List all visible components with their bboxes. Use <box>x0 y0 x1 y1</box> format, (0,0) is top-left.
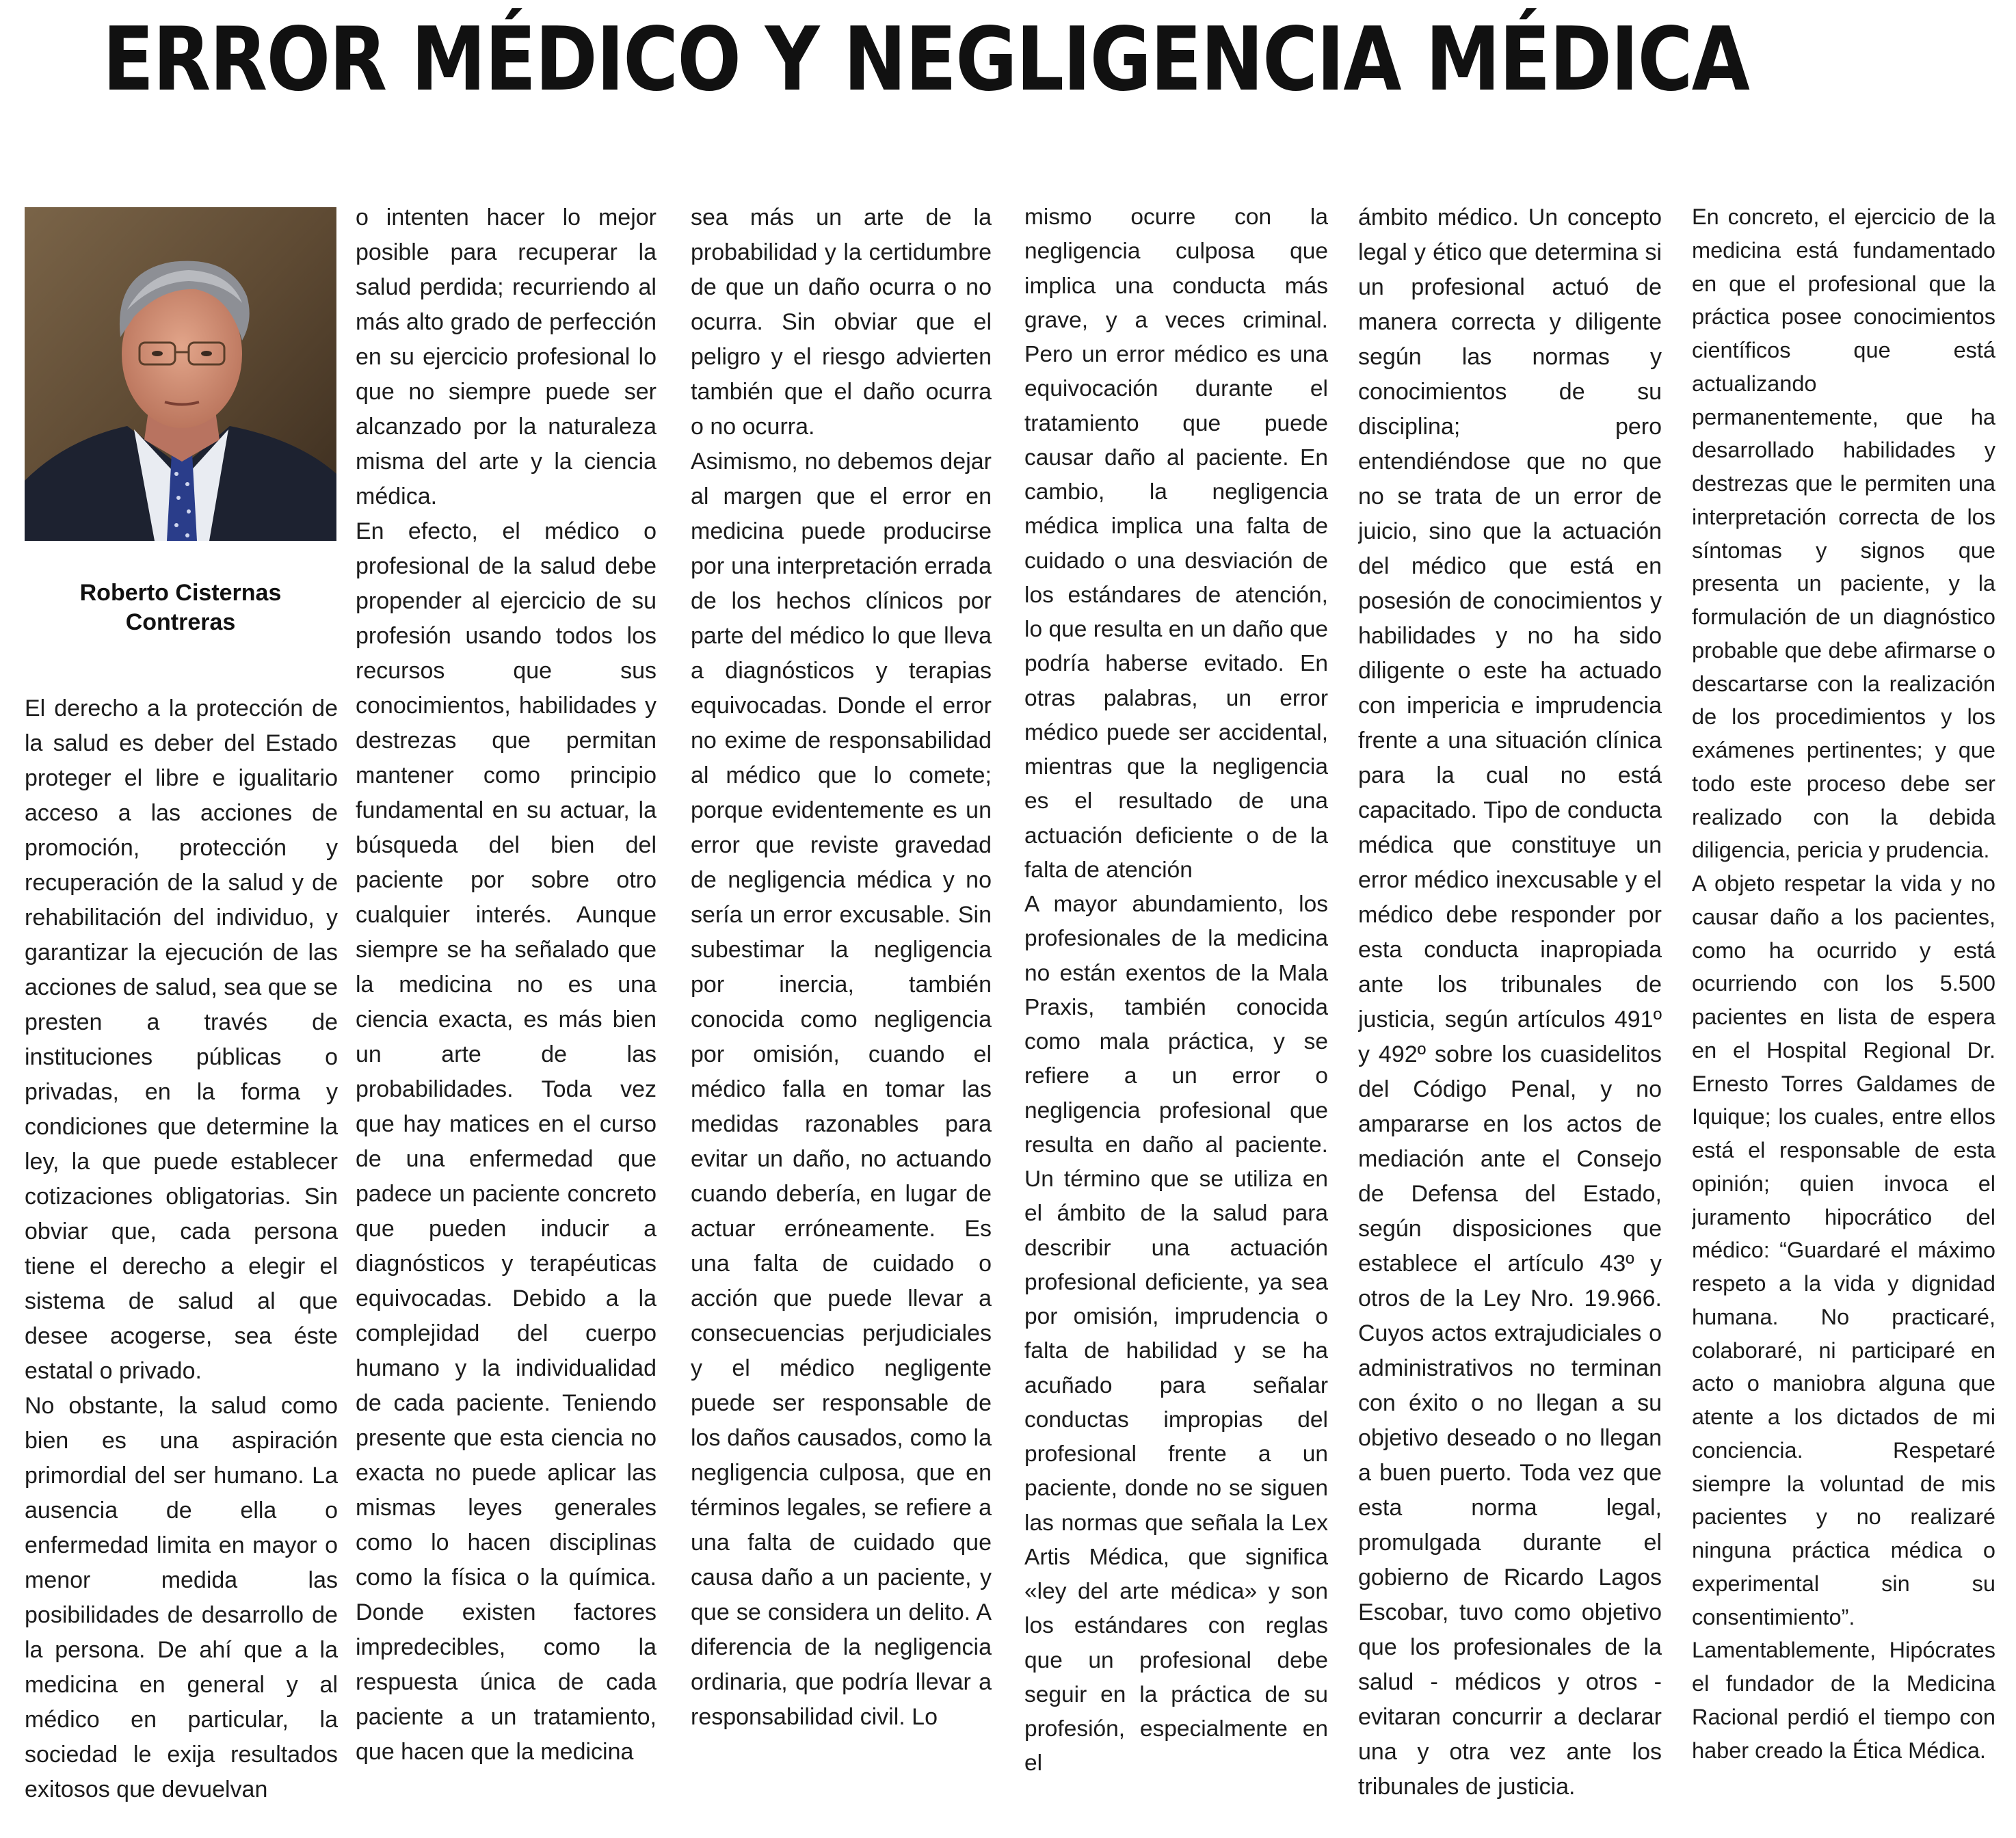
author-photo <box>25 207 336 541</box>
paragraph: sea más un arte de la probabilidad y la certidumbre de que un daño ocurra o no ocurra. Sin obviar que el peligro y el riesgo advierten también que el daño ocurra o no ocurra. <box>691 204 992 440</box>
article-column-3 <box>691 200 992 1814</box>
paragraph: o intenten hacer lo mejor posible para recuperar la salud perdida; recurriendo al más alto grado de perfección en su ejercicio profesional lo que no siempre puede ser alcanzado por la naturaleza misma del arte y la ciencia médica. <box>356 204 656 509</box>
author-name: Roberto Cisternas Contreras <box>79 580 282 635</box>
paragraph: El derecho a la protección de la salud es deber del Estado proteger el libre e igualitario acceso a las acciones de promoción, protección y recuperación de la salud y de rehabilitación del individuo, y garantizar la ejecución de las acciones de salud, sea que se presten a través de instituciones públicas o privadas, en la forma y condiciones que determine la ley, la que puede establecer cotizaciones obligatorias. Sin obviar que, cada persona tiene el derecho a elegir el sistema de salud al que desee acogerse, sea éste estatal o privado. <box>25 695 338 1384</box>
paragraph: En concreto, el ejercicio de la medicina está fundamentado en que el profesional que la práctica posee conocimientos científicos que está actualizando permanentemente, que ha desarrollado habilidades y destrezas que le permiten una interpretación correcta de los síntomas y signos que presenta un paciente, y la formulación de un diagnóstico probable que debe afirmarse o descartarse con la realización de los procedimientos y los exámenes pertinentes; y que todo este proceso debe ser realizado con la debida diligencia, pericia y prudencia. <box>1692 204 1995 863</box>
paragraph: A mayor abundamiento, los profesionales de la medicina no están exentos de la Mala Praxis, también conocida como mala práctica, y se refiere a un error o negligencia profesional que resulta en daño al paciente. Un término que se utiliza en el ámbito de la salud para describir una actuación profesional deficiente, ya sea por omisión, imprudencia o falta de habilidad y se ha acuñado para señalar conductas impropias del profesional frente a un paciente, donde no se siguen las normas que señala la Lex Artis Médica, que significa «ley del arte médica» y son los estándares con reglas que un profesional debe seguir en la práctica de su profesión, especialmente en el <box>1024 892 1328 1776</box>
portrait-photo-icon <box>25 207 336 541</box>
paragraph: ámbito médico. Un concepto legal y ético que determina si un profesional actuó de manera correcta y diligente según las normas y conocimientos de su disciplina; pero entendiéndose que no que no se trata de un error de juicio, sino que la actuación del médico que está en posesión de conocimientos y habilidades y no ha sido diligente o este ha actuado con impericia e imprudencia frente a una situación clínica para la cual no está capacitado. Tipo de conducta médica que constituye un error médico inexcusable y el médico debe responder por esta conducta inapropiada ante los tribunales de justicia, según artículos 491º y 492º sobre los cuasidelitos del Código Penal, y no ampararse en los actos de mediación ante el Consejo de Defensa del Estado, según disposiciones que establece el artículo 43º y otros de la Ley Nro. 19.966. Cuyos actos extrajudiciales o administrativos no terminan con éxito o no llegan a su objetivo deseado o no llegan a buen puerto. Toda vez que esta norma legal, promulgada durante el gobierno de Ricardo Lagos Escobar, tuvo como objetivo que los profesionales de la salud - médicos y otros - evitaran concurrir a declarar una y otra vez ante los tribunales de justicia. <box>1358 204 1662 1800</box>
article-column-6 <box>1692 200 1995 1814</box>
article-column-2 <box>356 200 656 1814</box>
article-column-4 <box>1024 200 1328 1814</box>
paragraph: En efecto, el médico o profesional de la salud debe propender al ejercicio de su profesión usando todos los recursos que sus conocimientos, habilidades y destrezas que permitan mantener como principio fundamental en su actuar, la búsqueda del bien del paciente por sobre otro cualquier interés. Aunque siempre se ha señalado que la medicina no es una ciencia exacta, es más bien un arte de las probabilidades. Toda vez que hay matices en el curso de una enfermedad que padece un paciente concreto que pueden inducir a diagnósticos y terapéuticas equivocadas. Debido a la complejidad del cuerpo humano y la individualidad de cada paciente. Teniendo presente que esta ciencia no exacta no puede aplicar las mismas leyes generales como lo hacen disciplinas como la física o la química. Donde existen factores impredecibles, como la respuesta única de cada paciente a un tratamiento, que hacen que la medicina <box>356 518 656 1765</box>
article-column-1 <box>25 691 338 1813</box>
article-headline: ERROR MÉDICO Y NEGLIGENCIA MÉDICA <box>103 9 1749 111</box>
paragraph: Asimismo, no debemos dejar al margen que el error en medicina puede producirse por una interpretación errada de los hechos clínicos por parte del médico lo que lleva a diagnósticos y terapias equivocadas. Donde el error no exime de responsabilidad al médico que lo comete; porque evidentemente es un error que reviste gravedad de negligencia médica y no sería un error excusable. Sin subestimar la negligencia por inercia, también conocida como negligencia por omisión, cuando el médico falla en tomar las medidas razonables para evitar un daño, no actuando cuando debería, en lugar de actuar erróneamente. Es una falta de cuidado o acción que puede llevar a consecuencias perjudiciales y el médico negligente puede ser responsable de los daños causados, como la negligencia culposa, que en términos legales, se refiere a una falta de cuidado que causa daño a un paciente, y que se considera un delito. A diferencia de la negligencia ordinaria, que podría llevar a responsabilidad civil. Lo <box>691 449 992 1730</box>
article-column-5 <box>1358 200 1662 1814</box>
paragraph: A objeto respetar la vida y no causar daño a los pacientes, como ha ocurrido y está ocurriendo con los 5.500 pacientes en lista de espera en el Hospital Regional Dr. Ernesto Torres Galdames de Iquique; los cuales, entre ellos está el responsable de esta opinión; quien invoca el juramento hipocrático del médico: “Guardaré el máximo respeto a la vida y dignidad humana. No practicaré, colaboraré, ni participaré en acto o maniobra alguna que atente a los dictados de mi conciencia. Respetaré siempre la voluntad de mis pacientes y no realizaré ninguna práctica médica o experimental sin su consentimiento”. Lamentablemente, Hipócrates el fundador de la Medicina Racional perdió el tiempo con haber creado la Ética Médica. <box>1692 871 1995 1763</box>
paragraph: No obstante, la salud como bien es una aspiración primordial del ser humano. La ausencia de ella o enfermedad limita en mayor o menor medida las posibilidades de desarrollo de la persona. De ahí que a la medicina en general y al médico en particular, la sociedad le exija resultados exitosos que devuelvan <box>25 1393 338 1802</box>
paragraph: mismo ocurre con la negligencia culposa que implica una conducta más grave, y a veces criminal. Pero un error médico es una equivocación durante el tratamiento que puede causar daño al paciente. En cambio, la negligencia médica implica una falta de cuidado o una desviación de los estándares de atención, lo que resulta en un daño que podría haberse evitado. En otras palabras, un error médico puede ser accidental, mientras que la negligencia es el resultado de una actuación deficiente o de la falta de atención <box>1024 204 1328 883</box>
